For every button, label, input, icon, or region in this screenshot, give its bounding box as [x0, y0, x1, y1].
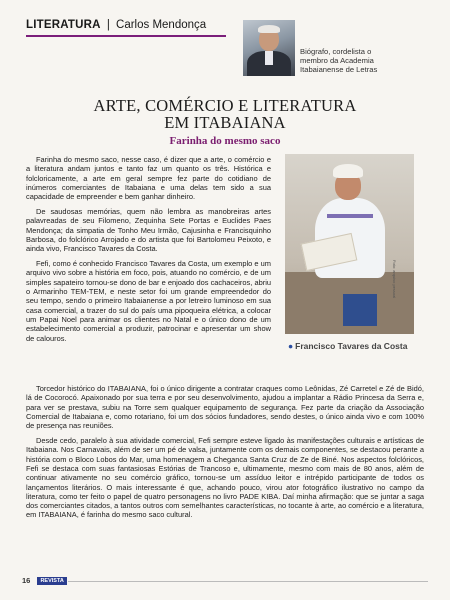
bio-line: Itabaianense de Letras [300, 65, 378, 75]
article-body-column [26, 155, 271, 348]
paragraph: Torcedor histórico do ITABAIANA, foi o único dirigente a contratar craques como Leônidas, Zé Carretel e Zé de Bidó, lá de Cocorocó. Apaixonado por sua terra e por seu desenvolvimento, ajudou a implantar a Rádio Princesa da Serra e, para ver se prestava, subiu na Torre sem qualquer equipamento de segurança. Fez parte da criação da Associação Comercial de Itabaiana e, como rotariano, foi um dos sócios fundadores, sendo destes, o único ainda vivo e com 100% de presença nas reuniões. [26, 384, 424, 431]
paragraph: De saudosas memórias, quem não lembra as manobreiras artes palavreadas de seu Filomeno, Zequinha Sete Portas e Euclides Paes Mendonça; da simpatia de Tonho Meu Irmão, Cajusinha e Francisquinho Barbosa, do folclórico Arrojado e do artista que foi Bartolomeu Peixoto, e ainda vivo, Francisco Tavares da Costa. [26, 207, 271, 254]
photo-credit: Foto: arquivo pessoal [392, 260, 397, 299]
column-author: Carlos Mendonça [116, 19, 207, 31]
magazine-logo: REVISTA [37, 577, 66, 585]
section-header [26, 18, 226, 37]
header-separator: | [106, 19, 110, 31]
author-portrait [243, 20, 295, 76]
footer-rule [68, 581, 428, 582]
photo-caption: ● Francisco Tavares da Costa [288, 341, 408, 351]
paragraph: Farinha do mesmo saco, nesse caso, é dizer que a arte, o comércio e a literatura andam juntos e tanto faz um quanto os três. Histórica e folcloricamente, a arte em geral sempre fez parte do cotidiano de inúmeros comerciantes de Itabaiana e uma delas tem sido a sua capacidade de empreender e bem ganhar dinheiro. [26, 155, 271, 202]
bullet-icon: ● [288, 341, 294, 351]
article-body-full [26, 384, 424, 525]
section-label: LITERATURA [26, 19, 101, 31]
paragraph: Fefi, como é conhecido Francisco Tavares da Costa, um exemplo e um arquivo vivo sobre a história em foco, pois, atuando no comércio, e de um simples sapateiro tornou-se dono de bar e enjoado dos cachaceiros, abriu o Armarinho TEM-TEM, e neste setor foi um grande empreendedor do seu tempo, sendo o primeiro Itabaianense a por letreiro luminoso em sua casa comercial, a trazer do sul do país uma pipoqueira elétrica, a colocar um Papai Noel para animar os clientes no Natal e o único dono de um estabelecimento comercial a produzir, patrocinar e apresentar um show de calouros. [26, 259, 271, 343]
author-bio [300, 47, 430, 75]
bio-line: membro da Academia [300, 56, 374, 66]
bio-line: Biógrafo, cordelista o [300, 47, 372, 56]
page-footer [22, 576, 67, 585]
header-rule [26, 35, 226, 37]
article-subtitle: Farinha do mesmo saco [169, 135, 281, 147]
paragraph: Desde cedo, paralelo à sua atividade comercial, Fefi sempre esteve ligado às manifestações culturais e artísticas de Itabaiana. Nos Carnavais, além de ser um pé de valsa, juntamente com os demais componentes, se destacou perante a história com o Bloco Lobos do Mar, uma homenagem a Cheganca Santa Cruz de Ze de Biné. Nos aspectos folclóricos, Fefi se destaca com suas fantasiosas Estórias de Trancoso e, ultimamente, mesmo com mais de 80 anos, além de continuar ativamente no seu comércio gráfico, tornou-se um assíduo leitor e intrépido participante de todos os lançamentos literários. O mais interessante é que, achando pouco, virou ator fotográfico ilustrativo no campo da literatura, como ter feito o papel de quatro personagens no livro PADE KIBA. Daí minha afirmação: que se juntar a saga dos comerciantes citados, a tantos outros com semelhantes características, no tocante à arte, ao comércio e a literatura, em ITABAIANA, é farinha do mesmo saco cultural. [26, 436, 424, 520]
subject-photo [285, 154, 414, 334]
article-title: ARTE, COMÉRCIO E LITERATURA EM ITABAIANA [93, 96, 357, 132]
page-number: 16 [22, 576, 31, 585]
